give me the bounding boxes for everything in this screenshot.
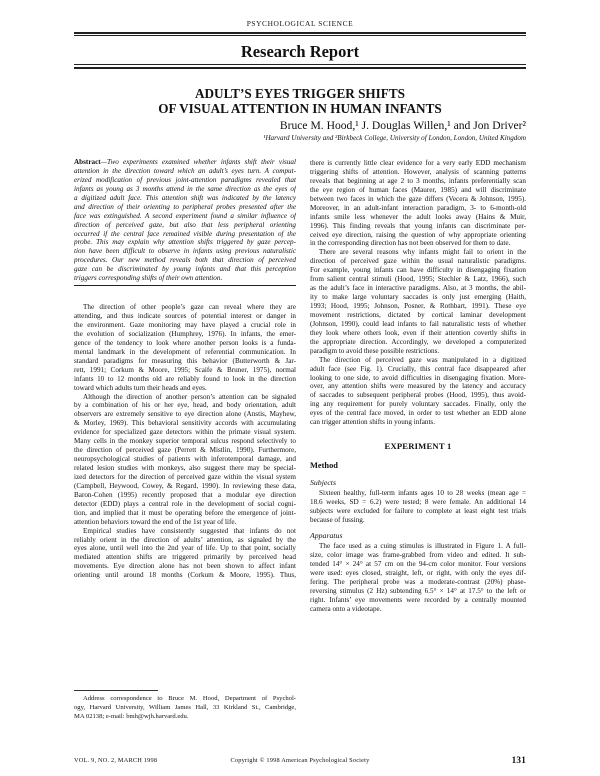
footnote-line: Address correspondence to Bruce M. Hood, Department of Psychol-: [83, 695, 296, 702]
body-line: size, color image was frame-grabbed from video and edited. It sub-: [310, 550, 526, 559]
title-line: ADULT’S EYES TRIGGER SHIFTS: [195, 86, 405, 101]
abstract-divider: [74, 285, 296, 286]
body-line: mental landmark in the development of referential communication. In: [74, 347, 296, 356]
page-number: 131: [511, 755, 526, 765]
body-line: reliably orient in the direction of adults’ attention, as signaled by the: [74, 535, 296, 544]
footnote-rule: [74, 690, 158, 691]
body-line: of saccades to subsequent peripheral probes (Hood, 1995), thus avoid-: [310, 391, 526, 400]
footnote-line: ogy, Harvard University, William James Hall, 33 Kirkland St., Cambridge,: [74, 703, 296, 711]
body-line: by a combination of his or her eye, head, and body orientation, adult: [74, 401, 296, 410]
body-line: (Campbell, Heywood, Cowey, & Regard, 1990). In reviewing these data,: [74, 481, 296, 490]
body-line: looking to one side, to avoid difficulties in disengaging fixation. More-: [310, 373, 526, 382]
subjects-paragraph: [310, 489, 526, 525]
body-line: right. Infants’ eye movements were recorded by a centrally mounted: [310, 595, 526, 604]
body-line: There are several reasons why infants might fail to orient in the: [319, 248, 526, 257]
body-line: rett, 1991; Corkum & Moore, 1995; Scaife & Bruner, 1975), normal: [74, 365, 296, 374]
body-line: 18.6 weeks, SD = 6.2) were tested; 8 were female. An additional 14: [310, 498, 526, 507]
abstract-line: erized modification of previous joint-attention paradigms revealed that: [74, 175, 296, 184]
left-column: [74, 158, 296, 580]
experiment-heading: EXPERIMENT 1: [384, 441, 452, 452]
body-line: triggering shifts of attention. However, analysis of scanning patterns: [310, 167, 526, 176]
body-line: ceived eye direction, raising the question of why appropriate orienting: [310, 230, 526, 239]
body-line: Although the direction of another person’s attention can be signaled: [83, 392, 296, 401]
body-line: eyes of the central face moved, in order to test whether an EDD alone: [310, 409, 526, 418]
affiliation: ¹Harvard University and ²Birkbeck College, University of London, London, United Kingdom: [263, 134, 526, 142]
subjects-heading: Subjects: [310, 478, 336, 488]
body-line: can trigger attention shifts in young infants.: [310, 418, 436, 427]
abstract-label: Abstract: [74, 158, 101, 166]
body-paragraph: [310, 356, 526, 428]
body-line: gence of the tendency to look where another person looks is a funda-: [74, 338, 296, 347]
title-line: OF VISUAL ATTENTION IN HUMAN INFANTS: [158, 101, 442, 116]
body-line: infants smile less whenever the adult looks away (Hains & Muir,: [310, 212, 526, 221]
article-title: [0, 86, 600, 116]
body-line: orienting until around 18 months (Corkum & Moore, 1995). Thus,: [74, 571, 296, 580]
body-line: The face used as a cuing stimulus is illustrated in Figure 1. A full-: [319, 541, 526, 550]
body-line: attending, and thus indicate sources of potential interest or danger in: [74, 312, 296, 321]
body-line: For example, young infants can have difficulty in disengaging fixation: [310, 266, 526, 275]
body-line: were used: eyes closed, straight, left, or right, with only the eyes dif-: [310, 568, 526, 577]
apparatus-heading: Apparatus: [310, 530, 343, 540]
abstract-line: probe. This may explain why attention shifts triggered by gaze percep-: [74, 238, 296, 247]
abstract-line: a digitized adult face. This attention shift was indicated by the latency: [74, 193, 296, 202]
body-line: (Johnson, 1990), could lead infants to fail naturalistic tests of whether: [310, 319, 526, 328]
footer-volume: VOL. 9, NO. 2, MARCH 1998: [74, 757, 158, 764]
body-line: the eye region of human faces (Maurer, 1985) and will discriminate: [310, 185, 526, 194]
section-label: Research Report: [240, 42, 360, 61]
footer-copyright: Copyright © 1998 American Psychological Society: [230, 757, 370, 764]
header-rule-top: [74, 32, 526, 34]
body-line: over, any attention shifts were measured by the latency and accuracy: [310, 382, 526, 391]
page-footer: [74, 757, 526, 767]
abstract-line: attention in the direction toward which an adult’s eyes turn. A comput-: [74, 166, 296, 175]
body-line: movements. Eye direction alone has not been shown to affect infant: [74, 562, 296, 571]
body-line: 1993; Hood, 1995; Johnson, Posner, & Rothbart, 1991). These eye: [310, 302, 526, 311]
body-line: attention behaviors toward the end of the 1st year of life.: [74, 517, 237, 526]
body-line: neuropsychological studies of patients with inferotemporal damage, and: [74, 455, 296, 464]
body-line: Moreover, in an adult-infant interaction paradigm, 3- to 6-month-old: [310, 203, 526, 212]
header-rule-bottom: [74, 67, 526, 69]
body-line: eyes alone, until well into the 2nd year of life. Up to that point, socially: [74, 544, 296, 553]
body-line: adult face (see Fig. 1). Crucially, this central face disappeared after: [310, 364, 526, 373]
abstract-line: triggers corresponding shifts of their own attention.: [74, 274, 223, 283]
body-line: evidence for specialized gaze detectors within the primate visual system.: [74, 428, 296, 437]
body-line: Sixteen healthy, full-term infants ages 10 to 28 weeks (mean age =: [319, 489, 526, 498]
body-line: the evolution of socialization (Humphrey, 1976). In infants, the emer-: [74, 329, 296, 338]
body-line: mediated attention shifts are triggered primarily by perceived head: [74, 553, 296, 562]
body-line: the environment. Gaze monitoring may have played a crucial role in: [74, 321, 296, 330]
abstract-line: occurred if the central face remained visible during presentation of the: [74, 229, 296, 238]
body-line: infants 10 to 12 months old are reliably found to look in the direction: [74, 374, 296, 383]
body-line: & Morley, 1969). This behavioral sensitivity accords with accumulating: [74, 419, 296, 428]
body-line: tion, and implied that it must be operating before the emergence of joint-: [74, 508, 296, 517]
body-line: direction of perceived gaze within the usual naturalistic paradigms.: [310, 257, 526, 266]
abstract-line: and direction of their orienting to peripheral probes presented after the: [74, 202, 296, 211]
intro-paragraph: [74, 393, 296, 527]
body-line: because of fussing.: [310, 515, 365, 524]
body-line: 1996). This finding reveals that young infants can discriminate per-: [310, 221, 526, 230]
body-line: Many cells in the monkey superior temporal sulcus respond selectively to: [74, 437, 296, 446]
body-line: there is currently little clear evidence for a very early EDD mechanism: [310, 159, 526, 167]
body-line: reveals that beginning at age 2 to 3 months, infants preferentially scan: [310, 176, 526, 185]
body-line: in the corresponding direction has not been observed for them to date.: [310, 239, 511, 248]
abstract-line: tion have been difficult to observe in infants using previous naturalistic: [74, 247, 296, 256]
intro-paragraph: [74, 527, 296, 581]
abstract-line: direction of perceived gaze, but also that less peripheral orienting: [74, 220, 296, 229]
body-line: the direction of perceived gaze (Perrett & Mistlin, 1990). Furthermore,: [74, 446, 296, 455]
body-line: observers are extremely sensitive to eye direction alone (Anstis, Mayhew,: [74, 410, 296, 419]
apparatus-paragraph: [310, 542, 526, 614]
body-line: between two faces in which the gaze differs (Vecera & Johnson, 1995).: [310, 194, 526, 203]
body-line: Empirical studies have consistently suggested that infants do not: [83, 526, 296, 535]
intro-paragraph: [74, 303, 296, 392]
body-line: tended 14° × 24° at 57 cm on the 94-cm color monitor. Four versions: [310, 559, 526, 568]
header-rule-bottom-thin: [74, 64, 526, 65]
body-line: fering. The peripheral probe was a moderate-contrast (20%) phase-: [310, 577, 526, 586]
body-line: Baron-Cohen (1995) recently proposed that a modular eye direction: [74, 490, 296, 499]
abstract-line: procedures. Our new method reveals both that direction of perceived: [74, 256, 296, 265]
body-line: from salient central stimuli (Hood, 1995; Stechler & Latz, 1966), such: [310, 275, 526, 284]
body-line: toward which adults turn their heads and eyes.: [74, 383, 207, 392]
body-line: detector (EDD) plays a central role in the development of social cogni-: [74, 499, 296, 508]
body-line: the appropriate direction. Accordingly, we developed a computerized: [310, 337, 526, 346]
body-line: as the adult’s face in interactive paradigms. Also, at 3 months, the abil-: [310, 284, 526, 293]
body-line: The direction of perceived gaze was manipulated in a digitized: [319, 355, 526, 364]
body-paragraph: [310, 159, 526, 248]
abstract-line: infants as young as 3 months attend in the same direction as the eyes of: [74, 184, 296, 193]
abstract-line: face was extinguished. A second experiment found a similar influence of: [74, 211, 296, 220]
footnote-line: MA 02138; e-mail: bmh@wjh.harvard.edu.: [74, 712, 189, 720]
body-line: movement restrictions, dictated by cortical laminar development: [310, 310, 526, 319]
header-rule-top-thin: [74, 35, 526, 36]
abstract-line: —Two experiments examined whether infants shift their visual: [100, 158, 296, 166]
right-column: [310, 159, 526, 613]
body-line: ity to make large voluntary saccades is only just emerging (Haith,: [310, 293, 526, 302]
body-line: ized detectors for the direction of perceived gaze within the visual system: [74, 472, 296, 481]
body-line: paradigm to avoid these possible restrictions.: [310, 346, 440, 355]
footnote: [74, 695, 296, 721]
body-paragraph: [310, 248, 526, 355]
abstract: [74, 158, 296, 283]
body-line: reversing stimulus (2 Hz) subtending 6.5° × 14° at 17.5° to the left or: [310, 586, 526, 595]
authors: Bruce M. Hood,¹ J. Douglas Willen,¹ and Jon Driver²: [279, 119, 526, 132]
abstract-line: gaze can be discriminated by young infants and that this perception: [74, 265, 296, 274]
method-heading: Method: [310, 461, 338, 471]
body-line: camera onto a videotape.: [310, 604, 382, 613]
journal-name: PSYCHOLOGICAL SCIENCE: [246, 19, 354, 28]
body-line: ing any requirement for purely voluntary saccades. Finally, only the: [310, 400, 526, 409]
body-line: subjects were excluded for failure to complete at least eight test trials: [310, 507, 526, 516]
body-line: The direction of other people’s gaze can reveal where they are: [83, 303, 296, 312]
body-line: standard paradigms for measuring this behavior (Butterworth & Jar-: [74, 356, 296, 365]
body-line: they look where others look, even if their attention covertly shifts in: [310, 328, 526, 337]
body-line: related lesion studies with monkeys, also suggest there may be special-: [74, 464, 296, 473]
